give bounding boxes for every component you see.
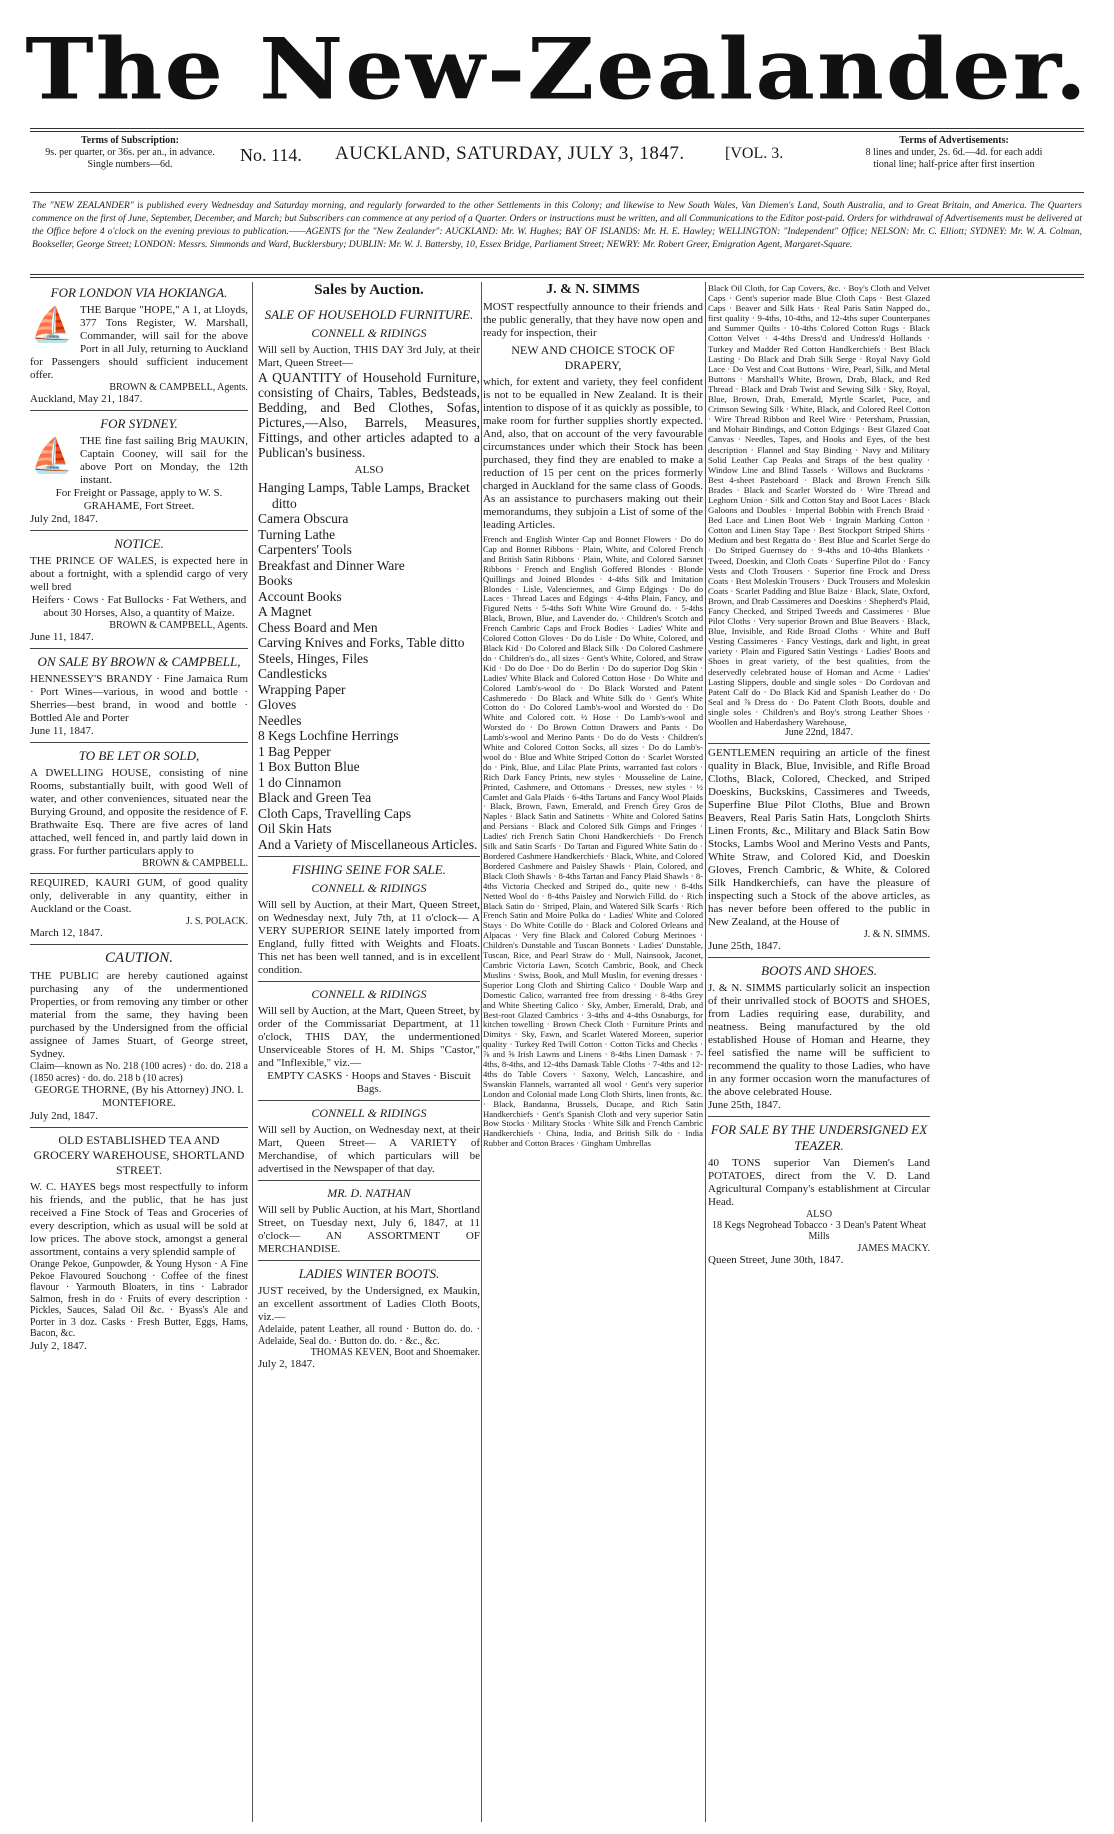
ad-body: JUST received, by the Undersigned, ex Maukin, an excellent assortment of Ladies Cloth Boots, viz.—: [258, 1285, 480, 1323]
ad-heading: J. & N. SIMMS: [546, 282, 640, 297]
ad-body: J. & N. SIMMS particularly solicit an inspection of their unrivalled stock of BOOTS and SHOES, from Ladies requiring ease, durability, and neatness. Being manufactured by the old established House of Homan and Hearne, they feel satisfied the name will be sufficient to recommend the quality to those Ladies, who have in any former occasion worn the manufactures of the above celebrated House.: [708, 981, 930, 1098]
column-rule: [252, 282, 253, 1822]
ad-body: MOST respectfully announce to their friends and the public generally, that they have now open and ready for inspection, their: [483, 301, 703, 339]
ad-body: GENTLEMEN requiring an article of the finest quality in Black, Blue, Invisible, and Rifle Broad Cloths, Black, Colored, Checked, and Striped Doeskins, Buckskins, Cassimeres and Tweeds, Superfine Blue Pilot Cloths, Blue and Brown Beavers, Real Paris Satin Hats, Longcloth Shirts Linen Fronts, &c., Military and Black Satin Bow Stocks, Lambs Wool and Merino Vests and Pants, White Straw, and Colored Kid, and Doeskin Gloves, French Cambric, & White, & Colored Silk Handkerchiefs, can have the pleasure of inspecting such a Stock of the above articles, as has never before been offered to the public in New Zealand, at the House of: [708, 746, 930, 928]
auction-item: Wrapping Paper: [258, 681, 346, 697]
auction-item: 1 Bag Pepper: [258, 743, 331, 759]
ad-body: which, for extent and variety, they feel confident is not to be equalled in New Zealand. It is their intention to dispose of it as quickly as possible, to make room for further supplies shortly expected. And, also, that on account of the very favourable circumstances under which their Stock has been purchased, they find they are enabled to make a reduction of 15 per cent on the prices formerly charged in Auckland for the same class of Goods. As an assistance to purchasers making out their memorandums, they subjoin a List of some of the leading Articles.: [483, 376, 703, 531]
ad-items: 18 Kegs Negrohead Tobacco · 3 Dean's Patent Wheat Mills: [712, 1219, 926, 1243]
ad-drapery-continued: [708, 280, 930, 744]
ad-auctioneer: CONNELL & RIDINGS: [311, 1106, 427, 1120]
ad-heading: TO BE LET OR SOLD,: [78, 748, 200, 763]
subscription-title: Terms of Subscription:: [81, 135, 179, 146]
ad-winter-boots: [258, 1261, 480, 1375]
ad-body: REQUIRED, KAURI GUM, of good quality only, deliverable in any quantity, either in Auckland or the Coast.: [30, 877, 248, 915]
ad-body: Will sell by Auction, on Wednesday next, at their Mart, Queen Street— A VARIETY of Merchandise, of which particulars will be advertised in the Newspaper of that day.: [258, 1124, 480, 1175]
auction-item: 1 do Cinnamon: [258, 774, 342, 790]
ad-household-furniture: [258, 302, 480, 857]
ship-icon: ⛵: [30, 438, 74, 475]
item-list: [258, 480, 480, 852]
ad-body: A QUANTITY of Household Furniture, consisting of Chairs, Tables, Bedsteads, Bedding, and Bed Clothes, Sofas, Pictures,—Also, Barrels, Measures, Fittings, and other articles adapted to a Publican's business.: [258, 370, 480, 460]
column-3: [483, 280, 703, 1825]
ad-date: March 12, 1847.: [30, 927, 103, 939]
advertisement-line: 8 lines and under, 2s. 6d.—4d. for each addi: [865, 147, 1043, 158]
ad-claims: Claim—known as No. 218 (100 acres) · do. do. 218 a (1850 acres) · do. do. 218 b (10 acres): [30, 1061, 248, 1084]
ad-heading: SALE OF HOUSEHOLD FURNITURE.: [264, 307, 474, 322]
advertisement-terms: [824, 135, 1084, 171]
issue-number: No. 114.: [240, 145, 302, 165]
auction-item: A Magnet: [258, 604, 312, 619]
ad-auctioneer: CONNELL & RIDINGS: [311, 881, 427, 895]
ad-heading: FOR LONDON VIA HOKIANGA.: [50, 285, 228, 300]
ad-items: EMPTY CASKS · Hoops and Staves · Biscuit Bags.: [267, 1070, 471, 1095]
ad-kauri-gum: [30, 874, 248, 945]
ad-heading: NOTICE.: [114, 536, 164, 551]
auction-item: Cloth Caps, Travelling Caps: [258, 805, 412, 821]
subscription-line: Single numbers—6d.: [87, 159, 173, 170]
ad-date: June 25th, 1847.: [708, 1098, 781, 1111]
auction-item: Needles: [258, 712, 302, 728]
ad-auctioneer: CONNELL & RIDINGS: [311, 987, 427, 1001]
ad-body: A DWELLING HOUSE, consisting of nine Rooms, substantially built, with good Well of water, and other conveniences, situated near the Burying Ground, and opposite the residence of F. Brathwaite Esq. There are five acres of land attached, well fenced in, and partly laid down in grass. For further particulars apply to: [30, 767, 248, 857]
ad-heading: FISHING SEINE FOR SALE.: [292, 862, 446, 877]
divider: [30, 192, 1084, 193]
newspaper-title: The New-Zealander.: [25, 19, 1089, 119]
ad-body: W. C. HAYES begs most respectfully to inform his friends, and the public, that he has just received a Fine Stock of Teas and Groceries of every description, which as usual will be sold at low prices. The above stock, amongst a general assortment, contains a very splendid sample of: [30, 1181, 248, 1258]
ad-heading: FOR SALE BY THE UNDERSIGNED EX TEAZER.: [710, 1121, 928, 1153]
ad-items: Orange Pekoe, Gunpowder, & Young Hyson · A Fine Pekoe Flavoured Souchong · Coffee of the finest flavour · Yarmouth Bloaters, in tins · Labrador Salmon, fresh in do · Fruits of every description · Pickles, Sauces, Salad Oil &c. · Byass's Ale and Porter in 3 doz. Casks · Fresh Butter, Eggs, Hams, Bacon, &c.: [30, 1259, 248, 1339]
ad-heading: BOOTS AND SHOES.: [761, 962, 877, 978]
ad-signature: J. S. POLACK.: [186, 916, 248, 927]
ad-body: THE fine fast sailing Brig MAUKIN, Captain Cooney, will sail for the above Port on Monday, the 12th instant.: [80, 435, 248, 486]
divider: [30, 274, 1084, 275]
auction-item: Chess Board and Men: [258, 619, 378, 635]
dateline: AUCKLAND, SATURDAY, JULY 3, 1847.: [335, 143, 685, 164]
column-2: [258, 280, 480, 1825]
ad-signature: BROWN & CAMPBELL, Agents.: [109, 382, 248, 393]
ad-potatoes: [708, 1117, 930, 1271]
ad-signature: JAMES MACKY.: [857, 1242, 930, 1254]
ad-on-sale: [30, 649, 248, 743]
auction-item: And a Variety of Miscellaneous Articles.: [258, 836, 478, 852]
ad-signature: BROWN & CAMPBELL.: [142, 858, 248, 869]
info-bar: [30, 133, 1084, 189]
ad-subheading: NEW AND CHOICE STOCK OF DRAPERY,: [511, 343, 675, 372]
ad-also: ALSO: [354, 464, 384, 476]
advertisement-title: Terms of Advertisements:: [899, 135, 1009, 146]
publication-notice: The "NEW ZEALANDER" is published every Wednesday and Saturday morning, and regularly forwarded to the other Settlements in this Colony; and likewise to New South Wales, Van Diemen's Land, South Australia, and to Great Britain, and America. The Quarters commence on the first of June, September, December, and March; but Subscribers can commence at any period of a Quarter. Orders or instructions must be written, and all Communications to the Editor post-paid. Orders for withdrawal of Advertisements must be delivered at the Office before 4 o'clock on the evening previous to publication.——AGENTS for the "New Zealander": AUCKLAND: Mr. W. Hughes; BAY OF ISLANDS: Mr. H. E. Hawley; WELLINGTON: "Independent" Office; NELSON: Mr. C. Elliott; SYDNEY: Mr. W. A. Colman, Bookseller, George Street; LONDON: Messrs. Simmonds and Ward, Bucklersbury; DUBLIN: Mr. W. J. Battersby, 10, Essex Bridge, Parliament Street; NEWRY: Mr. Robert Greer, Emigration Agent, Margaret-Square.: [32, 201, 1082, 250]
subscription-line: 9s. per quarter, or 36s. per an., in advance.: [45, 147, 215, 158]
ad-body: THE Barque "HOPE," A 1, at Lloyds, 377 Tons Register, W. Marshall, Commander, will sail for the above Port in all July, returning to Auckland for Passengers should sufficient inducement offer.: [30, 304, 248, 381]
advertisement-line: tional line; half-price after first insertion: [873, 159, 1035, 170]
subscription-terms: [30, 135, 230, 171]
ad-merchandise: [258, 1101, 480, 1181]
ad-caution: [30, 945, 248, 1128]
column-4: [708, 280, 930, 1825]
masthead: [0, 14, 1114, 124]
ad-gentlemen: [708, 744, 930, 958]
ad-body: HENNESSEY'S BRANDY · Fine Jamaica Rum · Port Wines—various, in wood and bottle · Sherries—best brand, in wood and bottle · Bottled Ale and Porter: [30, 673, 248, 724]
drapery-list: French and English Winter Cap and Bonnet Flowers · Do do Cap and Bonnet Ribbons · Plain, White, and Colored French and British Satin Ribbons · Plain, White, and Colored Sarsnet Ribbons · French and English Goffered Blondes · Blonde Quillings and Joined Blondes · 4-4ths Silk and Imitation Blondes · Lisle, Valenciennes, and Gimp Edgings · Do do Laces · Thread Laces and Edgings · 4-4ths Plain, Fancy, and Figured Netts · 5-4ths Soft White Wire Ground do. · 5-4ths Black, Brown, Blue, and Lavender do. · Children's Scotch and French Cambric Caps and Frock Bodies · Ladies' White and Colored Cotton Gloves · Do do Lisle · Do White, Colored, and Black Kid · Do Colored and Black Silk · Do Colored Cashmere do · Children's do., all sizes · Gent's White, Colored, and Straw Kid · Do do Doe · Do do Berlin · Do do superior Dog Skin · Ladies' White Black and Colored Cotton Hose · Do White and Colored Lamb's-wool do · Do Black Worsted and Patent Cashmeredo · Do Black and White Silk do · Gent's White Cotton do · Do Colored Lamb's-wool and Worsted do · Do White and Colored cott. ½ Hose · Do Lamb's-wool and Worsted do · Do Brown Cotton Drawers and Pants · Do Lamb's-wool and Merino Pants · Do do do Vests · Children's White and Colored Cotton Socks, all sizes · Do do Lamb's-wool do · Blue and White Striped Cotton do · Scarlet Worsted do · Pink, Blue, and Lilac Plate Prints, warranted fast colors · Rich Dark Fancy Prints, new styles · Mousseline de Laine, Printed, Cashmere, and Ottomans · Dresses, new styles · ½ Camlet and Gala Plaids · 6-4ths Tartans and Fancy Wool Plaids · Black, Brown, Fawn, Emerald, and French Grey Gros de Naples · Black Satin and Satinetts · White and Colored Satins and Persians · Black and Colored Silk Gimps and Fringes · Ladies' rich French Satin Choni Handkerchiefs · Do French Silk and Satin Scarfs · Do Tartan and Figured White Satin do · Bordered Cashmere Handkerchiefs · Black, White, and Colored Bordered Cashmere and Paisley Shawls · Plain, Colored, and Black Cloth Shawls · 8-4ths Tartan and Fancy Plaid Shawls · 8-4ths Victoria Checked and Striped do., quite new · 8-4ths Netted Wool do · 8-4ths Paisley and Norwich Filld. do · Rich Black Satin do · Striped, Plain, and Watered Silk Scarfs · Rich French Satin and Moire Polka do · Ladies' White and Colored Stays · Do White Cotille do · Black and Colored Orleans and Alpacas · Very fine Black and Colored Coburg Merinoes · Children's Dunstable and Tuscan Bonnets · Ladies' Dunstable, Tuscan, Rice, and Pearl Straw do · Mull, Nainsook, Jaconet, Cambric Victoria Lawn, Scotch Cambric, Book, and Check Muslins · Swiss, Book, and Mull Muslin, for evening dresses · Superior Long Cloth and Shirting Calico · Double Warp and Domestic Calico, warranted free from dressing · 8-4ths Grey and White Sheeting Calico · Sky, Amber, Emerald, Drab, and Best-root Glazed Cambrics · 3-4ths and 4-4ths Osnaburgs, for kitchen towelling · Brown Check Cloth · Furniture Prints and Dimitys · Sky, Fawn, and Scarlet Watered Moreen, superior quality · Turkey Red Twill Cotton · Cotton Ticks and Checks · ⅞ and ⅝ Irish Lawns and Linens · 8-4ths Linen Damask · 7-4ths, 8-4ths, and 12-4ths Damask Table Cloths · 7-4ths and 12-4ths do Table Covers · Saxony, Welch, Lancashire, and Swanskin Flannels, warranted all wool · Gent's very superior London and Colonial made Long Cloth Shirts, linen fronts, &c. · Black, Bandanna, Brussels, Ducape, and Rich Satin Handkerchiefs · Gent's Spanish Cloth and very superior Satin Bow Stocks · Military Stocks · White Silk and French Cambric Handkerchiefs · China, India, and British Silk do · India Rubber and Cotton Braces · Gingham Umbrellas: [483, 534, 703, 1149]
ad-signature: BROWN & CAMPBELL, Agents.: [109, 620, 248, 631]
auction-item: Camera Obscura: [258, 511, 349, 526]
ad-fishing-seine: [258, 857, 480, 982]
auction-item: Carpenters' Tools: [258, 542, 352, 557]
ad-tea-warehouse: [30, 1128, 248, 1357]
auction-item: 8 Kegs Lochfine Herrings: [258, 728, 399, 743]
ad-notice: [30, 531, 248, 649]
ad-date: June 11, 1847.: [30, 631, 94, 643]
auction-item: 1 Box Button Blue: [258, 759, 360, 774]
ad-also: ALSO: [805, 1208, 833, 1220]
ad-body: 40 TONS superior Van Diemen's Land POTATOES, direct from the V. D. Land Agricultural Company's establishment at Circular Head.: [708, 1156, 930, 1208]
ad-body: THE PRINCE OF WALES, is expected here in about a fortnight, with a splendid cargo of very well bred: [30, 555, 248, 593]
column-rule: [481, 282, 482, 1822]
auction-item: Steels, Hinges, Files: [258, 650, 369, 666]
ad-items: Adelaide, patent Leather, all round · Button do. do. · Adelaide, Seal do. · Button do. do. · &c., &c.: [258, 1324, 480, 1347]
ad-nathan: [258, 1181, 480, 1261]
ad-heading: LADIES WINTER BOOTS.: [298, 1266, 440, 1281]
ad-date: July 2, 1847.: [30, 1339, 87, 1352]
section-heading: Sales by Auction.: [314, 282, 424, 298]
auction-item: Account Books: [258, 588, 342, 604]
ad-body: THE PUBLIC are hereby cautioned against purchasing any of the undermentioned Properties, or from removing any timber or other material from the same, they having been purchased by the Undersigned from the official assignee of James Stuart, of George street, Sydney.: [30, 970, 248, 1060]
ad-body: For Freight or Passage, apply to W. S. GRAHAME, Fort Street.: [55, 487, 223, 512]
ad-date: June 22nd, 1847.: [784, 727, 854, 739]
volume: [VOL. 3.: [725, 145, 784, 162]
ad-date: Auckland, May 21, 1847.: [30, 393, 143, 405]
divider: [30, 128, 1084, 129]
ad-date: July 2nd, 1847.: [30, 513, 98, 525]
ad-date: June 11, 1847.: [30, 725, 94, 737]
ad-date: July 2nd, 1847.: [30, 1110, 98, 1122]
auction-item: Candlesticks: [258, 666, 327, 681]
ad-body: Will sell by Auction, at the Mart, Queen Street, by order of the Commissariat Department, at 11 o'clock, THIS DAY, the undermentioned Unserviceable Stores of H. M. Ships "Castor," and "Inflexible," viz.—: [258, 1005, 480, 1069]
column-rule: [705, 282, 706, 1822]
ad-intro: Will sell by Auction, THIS DAY 3rd July, at their Mart, Queen Street—: [258, 344, 480, 369]
ad-heading: FOR SYDNEY.: [100, 416, 178, 431]
ad-signature: GEORGE THORNE, (By his Attorney) JNO. I. MONTEFIORE.: [34, 1084, 244, 1109]
column-1: [30, 280, 248, 1825]
ad-date: July 2, 1847.: [258, 1358, 315, 1370]
ad-commissariat: [258, 982, 480, 1101]
ad-heading: CAUTION.: [105, 950, 173, 966]
ad-signature: J. & N. SIMMS.: [863, 928, 930, 940]
ad-auctioneer: MR. D. NATHAN: [327, 1186, 411, 1200]
ad-date: Queen Street, June 30th, 1847.: [708, 1253, 844, 1266]
ad-to-let: [30, 743, 248, 874]
ad-heading: OLD ESTABLISHED TEA AND GROCERY WAREHOUSE, SHORTLAND STREET.: [33, 1133, 245, 1177]
ad-boots-shoes: [708, 958, 930, 1117]
ad-london: [30, 280, 248, 411]
auction-item: Hanging Lamps, Table Lamps, Bracket ditto: [258, 480, 470, 511]
ad-items: Heifers · Cows · Fat Bullocks · Fat Wethers, and about 30 Horses, Also, a quantity of Maize.: [31, 594, 247, 619]
auction-item: Black and Green Tea: [258, 790, 372, 805]
auction-item: Carving Knives and Forks, Table ditto: [258, 635, 465, 650]
ad-heading: ON SALE BY BROWN & CAMPBELL,: [37, 654, 241, 669]
ad-body: Will sell by Public Auction, at his Mart, Shortland Street, on Tuesday next, July 6, 1847, at 11 o'clock— AN ASSORTMENT OF MERCHANDISE.: [258, 1204, 480, 1255]
auction-item: Books: [258, 573, 293, 588]
ad-auctioneer: CONNELL & RIDINGS: [311, 326, 427, 340]
drapery-list: Black Oil Cloth, for Cap Covers, &c. · Boy's Cloth and Velvet Caps · Gent's superior made Blue Cloth Caps · Best Glazed Caps · Beaver and Silk Hats · Real Paris Satin Napped do., first quality · 9-4ths, 10-4ths, and 12-4ths super Counterpanes and Summer Quilts · 10-4ths Colored Cotton Rugs · Black Cotton Velvet · 4-4ths Dress'd and Undress'd Hollands · Turkey and Madder Red Cotton Handkerchiefs · Best Black Lasting · Do Black and Drab Silk Serge · Royal Navy Gold Lace · Do Vest and Coat Buttons · Wire, Pearl, Silk, and Metal Buttons · Marshall's White, Brown, Drab, Black, and Red Thread · Black and Drab Twist and Sewing Silk · Sky, Royal, Blue, Brown, Drab, Emerald, Myrtle Scarlet, Puce, and Crimson Sewing Silk · White, Black, and Colored Reel Cotton · Wire Thread Ribbon and Reel Wire · Petersham, Prussian, and Mohair Bindings, and Cotton Edgings · Best Glazed Coat Canvas · Needles, Tapes, and Hooks and Eyes, of the best description · Flannel and Stay Binding · Navy and Military Solid Leather Cap Peaks and Straps of the best quality · Window Line and Blind Tassels · Willows and Buckrams · Best 4-sheet Pasteboard · Black and Brown French Silk Brades · Black and Scarlet Worsted do · Wire Thread and Leghorn Union · Silk and Cotton Stay and Boot Laces · Black Galoons and Doubles · Imperial Bobbin with French Braid · Bed Lace and Linen Boot Web · Ingrain Marking Cotton · Cotton and Linen Stay Tape · Best Stockport Striped Shirts · Medium and best Regatta do · Best Blue and Scarlet Serge do · Do Striped Guernsey do · 9-4ths and 10-4ths Blankets · Tweed, Doeskin, and Cloth Coats · Superfine Pilot do · Fancy Vests and Cloth Trousers · Superior fine Frock and Dress Coats · Best Moleskin Trousers · Duck Trousers and Moleskin Coats · Scarlet Padding and Blue Baize · Black, Slate, Oxford, Brown, and Drab Cassimeres and Doeskins · Shepherd's Plaid, Fancy Checked, and Striped Tweeds and Cassimeres · Blue Pilot Cloths · Very superior Brown and Blue Beavers · Black, Blue, Invisible, and Ride Broad Cloths · White and Buff Vesting Cassimeres · Fancy Vestings, dark and light, in great variety · Plain and Figured Satin Vestings · Ladies' Boots and Shoes in great variety, of the best qualities, from the deservedly celebrated house of Homan and Acme · Ladies' Lasting Slippers, double and single soles · Do Cordovan and Patent Calf do · Do Black Kid and Spanish Leather do · Do Seal and ⅞ Dress do · Do Patent Cloth Boots, double and single soles · Children's and Boy's strong Leather Shoes · Woollen and Haberdashery Warehouse,: [708, 283, 930, 728]
auction-item: Turning Lathe: [258, 526, 336, 542]
ad-signature: THOMAS KEVEN, Boot and Shoemaker.: [310, 1347, 480, 1358]
auction-item: Breakfast and Dinner Ware: [258, 557, 405, 573]
ad-date: June 25th, 1847.: [708, 939, 781, 952]
auction-item: Oil Skin Hats: [258, 821, 332, 836]
ship-icon: ⛵: [30, 307, 74, 344]
divider: [30, 277, 1084, 278]
auction-item: Gloves: [258, 697, 297, 712]
ad-body: Will sell by Auction, at their Mart, Queen Street, on Wednesday next, July 7th, at 11 o'clock— A VERY SUPERIOR SEINE lately imported from England, fully fitted with Weights and Floats. This net has been well tanned, and is in excellent condition.: [258, 899, 480, 976]
divider: [30, 131, 1084, 132]
ad-sydney: [30, 411, 248, 531]
